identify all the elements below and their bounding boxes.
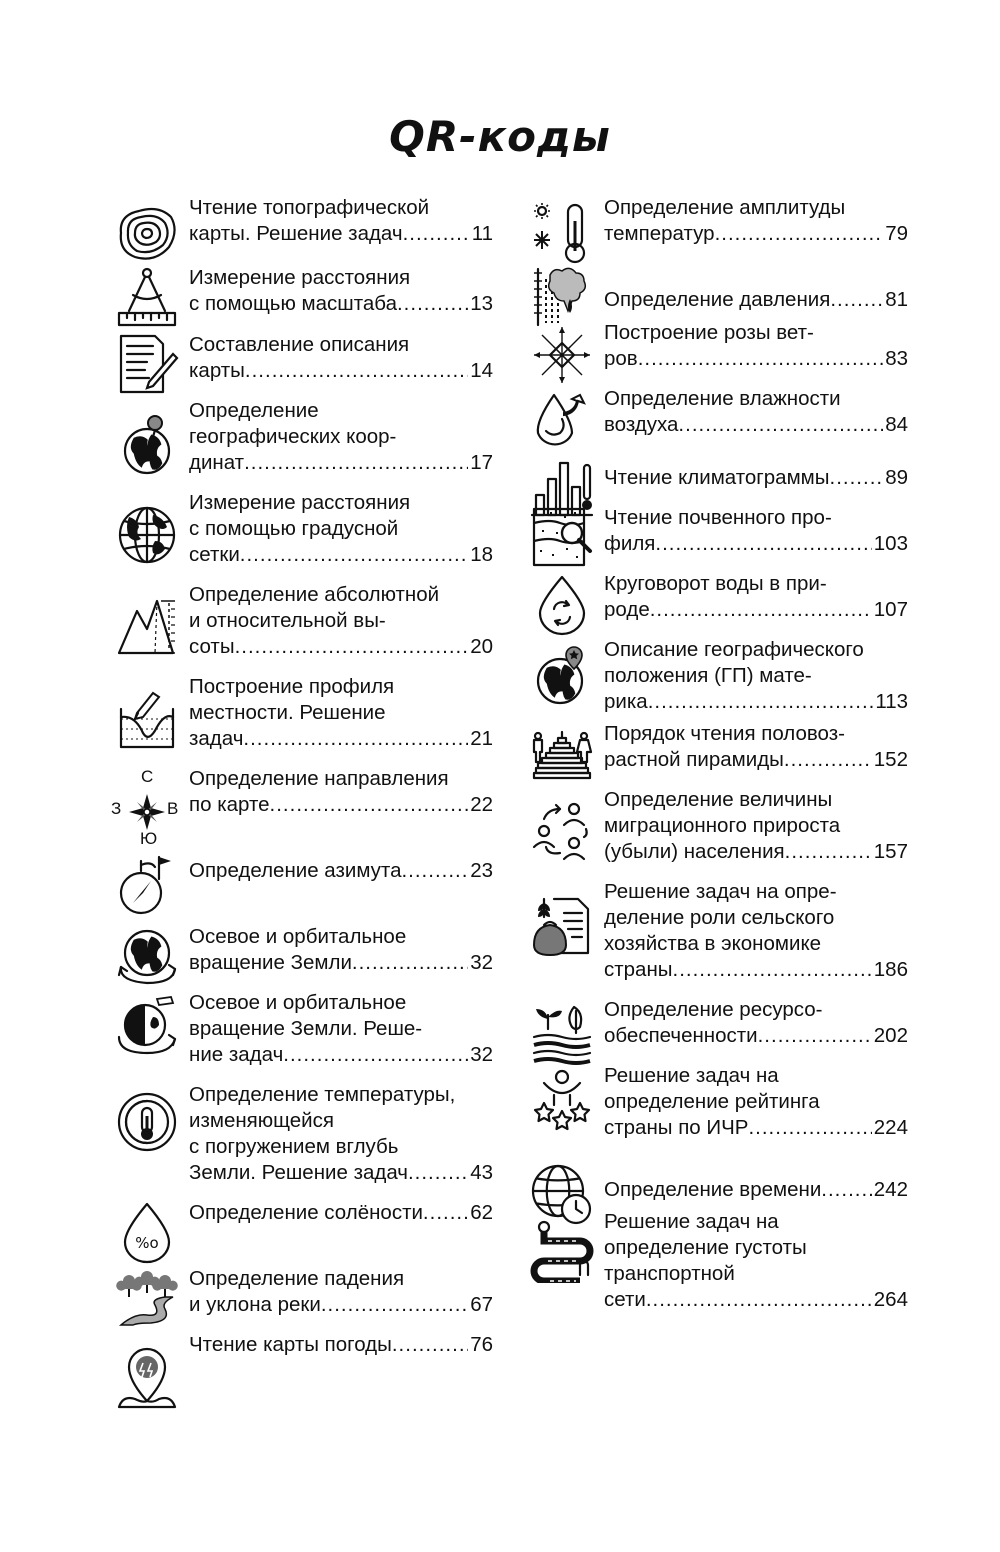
toc-entry-text (604, 465, 908, 491)
toc-entry-last-line (189, 358, 493, 384)
toc-entry-last-line (604, 597, 908, 623)
svg-text:%o: %o (135, 1234, 159, 1252)
toc-entry-line: Решение задач на (604, 1064, 779, 1087)
toc-entry-last-line (189, 634, 493, 660)
dot-leader (785, 839, 872, 865)
azimuth-compass-icon (115, 853, 179, 917)
toc-entry-last-line (189, 291, 493, 317)
page-number: 186 (873, 958, 908, 981)
dot-leader (245, 358, 468, 384)
toc-entry-text (604, 505, 908, 557)
toc-entry-text (189, 398, 493, 476)
page-number: 17 (470, 451, 493, 474)
dot-leader (715, 221, 884, 247)
toc-entry-title-end: (убыли) населения (604, 840, 785, 863)
toc-entry-title-end: роде (604, 598, 650, 621)
page-number: 113 (875, 690, 908, 713)
toc-entry-line: миграционного прироста (604, 814, 841, 837)
toc-entry-title-end: сети (604, 1288, 646, 1311)
toc-entry-text (604, 879, 908, 983)
toc-entry-title-end: и уклона реки (189, 1293, 321, 1316)
toc-entry-text (189, 990, 493, 1068)
toc-entry-title-end: Чтение климатограммы (604, 466, 830, 489)
dot-leader (403, 221, 470, 247)
toc-entry-text (189, 582, 493, 660)
toc-entry-last-line (189, 858, 493, 884)
toc-entry-text (604, 997, 908, 1049)
toc-entry-line: транспортной (604, 1262, 735, 1285)
dot-leader (235, 634, 469, 660)
compass-rose-icon (111, 767, 179, 848)
toc-entry-last-line (604, 1115, 908, 1141)
page-number: 11 (471, 222, 493, 245)
dot-leader (784, 747, 872, 773)
dot-leader (821, 1177, 872, 1203)
toc-entry-line: Определение (189, 399, 319, 422)
toc-entry-text (604, 386, 908, 438)
pressure-icon (530, 265, 594, 329)
toc-entry-title-end: по карте (189, 793, 270, 816)
earth-layers-thermometer-icon (115, 1090, 179, 1154)
page-number: 22 (470, 793, 493, 816)
toc-entry-line: с погружением вглубь (189, 1135, 399, 1158)
dot-leader (748, 1115, 871, 1141)
dot-leader (244, 450, 468, 476)
earth-rotation-tasks-icon (115, 995, 179, 1059)
page-number: 89 (885, 466, 908, 489)
toc-entry-line: вращение Земли. Реше- (189, 1017, 423, 1040)
dot-leader (830, 287, 883, 313)
toc-entry-line: Определение влажности (604, 387, 841, 410)
toc-entry-line: положения (ГП) мате- (604, 664, 812, 687)
toc-entry-text (604, 1177, 908, 1203)
dot-leader (408, 1160, 468, 1186)
page-number: 79 (885, 222, 908, 245)
water-cycle-icon (530, 573, 594, 637)
toc-entry-text (189, 858, 493, 884)
toc-entry-last-line (604, 412, 908, 438)
toc-entry-title-end: динат (189, 451, 245, 474)
dot-leader (830, 465, 884, 491)
toc-entry-line: Определение величины (604, 788, 833, 811)
weather-map-pin-icon (115, 1345, 179, 1409)
toc-entry-text (189, 674, 493, 752)
page-number: 43 (470, 1161, 493, 1184)
toc-entry-line: Определение направления (189, 767, 449, 790)
toc-entry-last-line (604, 465, 908, 491)
toc-entry-line: Круговорот воды в при- (604, 572, 827, 595)
toc-entry-text (189, 1082, 493, 1186)
toc-entry-last-line (604, 1023, 908, 1049)
compass-label-s: Ю (140, 829, 158, 848)
page-number: 103 (873, 532, 908, 555)
toc-entry-line: Осевое и орбитальное (189, 925, 407, 948)
toc-entry-title-end: Определение давления (604, 288, 831, 311)
terrain-profile-icon (115, 687, 179, 751)
toc-entry-line: деление роли сельского (604, 906, 835, 929)
toc-entry-line: Определение абсолютной (189, 583, 440, 606)
page-number: 202 (873, 1024, 908, 1047)
toc-entry-title-end: растной пирамиды (604, 748, 784, 771)
page-number: 18 (470, 543, 493, 566)
page-number: 224 (873, 1116, 908, 1139)
salinity-drop-icon (115, 1200, 179, 1264)
page-number: 76 (470, 1333, 493, 1356)
toc-entry-line: и относительной вы- (189, 609, 386, 632)
toc-entry-text (604, 1063, 908, 1141)
globe-location-icon (530, 643, 594, 707)
toc-entry-title-end: с помощью масштаба (189, 292, 397, 315)
toc-entry-line: с помощью градусной (189, 517, 399, 540)
toc-entry-title-end: карты (189, 359, 245, 382)
toc-entry-title-end: Определение времени (604, 1178, 822, 1201)
toc-entry-title-end: вращение Земли (189, 951, 352, 974)
toc-entry-text (189, 490, 493, 568)
dot-leader (646, 1287, 872, 1313)
page-number: 23 (470, 859, 493, 882)
dot-leader (638, 346, 883, 372)
toc-entry-line: Осевое и орбитальное (189, 991, 407, 1014)
toc-entry-last-line (189, 450, 493, 476)
toc-entry-line: Определение падения (189, 1267, 405, 1290)
compass-ruler-icon (115, 265, 179, 329)
page-number: 157 (873, 840, 908, 863)
toc-entry-line: Описание географического (604, 638, 864, 661)
document-pencil-icon (115, 332, 179, 396)
dot-leader (401, 858, 468, 884)
page-number: 152 (873, 748, 908, 771)
resources-icon (530, 1003, 594, 1067)
page-number: 14 (470, 359, 493, 382)
toc-entry-text (189, 1266, 493, 1318)
toc-entry-title-end: Чтение карты погоды (189, 1333, 392, 1356)
dot-leader (397, 291, 468, 317)
toc-entry-line: Построение профиля (189, 675, 395, 698)
toc-entry-line: Измерение расстояния (189, 491, 411, 514)
toc-entry-text (604, 195, 908, 247)
toc-entry-line: Решение задач на опре- (604, 880, 837, 903)
dot-leader (673, 957, 872, 983)
toc-entry-text (189, 265, 493, 317)
toc-entry-title-end: ние задач (189, 1043, 284, 1066)
dot-leader (655, 531, 871, 557)
thermometer-icon (530, 201, 594, 265)
toc-entry-text (604, 571, 908, 623)
toc-entry-last-line (189, 1292, 493, 1318)
toc-entry-line: хозяйства в экономике (604, 932, 822, 955)
dot-leader (240, 542, 468, 568)
globe-clock-icon (530, 1163, 594, 1227)
page-number: 81 (885, 288, 908, 311)
river-slope-icon (115, 1263, 179, 1327)
earth-rotation-icon (115, 925, 179, 989)
agriculture-report-icon (530, 895, 594, 959)
toc-entry-text (189, 924, 493, 976)
toc-entry-line: географических коор- (189, 425, 397, 448)
toc-entry-title-end: страны по ИЧР (604, 1116, 749, 1139)
toc-entry-last-line (604, 689, 908, 715)
page-number: 107 (873, 598, 908, 621)
compass-label-w: З (111, 799, 122, 818)
toc-entry-title-end: сетки (189, 543, 240, 566)
humidity-drop-icon (530, 389, 594, 453)
toc-entry-text (189, 766, 493, 818)
toc-entry-last-line (604, 531, 908, 557)
page-number: 84 (885, 413, 908, 436)
toc-entry-last-line (189, 1332, 493, 1358)
toc-entry-title-end: Определение азимута (189, 859, 402, 882)
toc-entry-title-end: температур (604, 222, 715, 245)
toc-entry-line: определение густоты (604, 1236, 807, 1259)
toc-entry-text (189, 1332, 493, 1358)
population-pyramid-icon (530, 728, 594, 792)
toc-entry-last-line (604, 1177, 908, 1203)
dot-leader (650, 597, 872, 623)
toc-entry-text (189, 195, 493, 247)
dot-leader (270, 792, 469, 818)
toc-entry-last-line (604, 346, 908, 372)
toc-entry-last-line (604, 957, 908, 983)
toc-entry-last-line (189, 950, 493, 976)
compass-label-n: С (141, 767, 154, 786)
toc-entry-last-line (604, 839, 908, 865)
page-number: 21 (470, 727, 493, 750)
toc-entry-last-line (604, 747, 908, 773)
toc-entry-line: Определение амплитуды (604, 196, 846, 219)
toc-entry-line: местности. Решение (189, 701, 386, 724)
mountain-height-icon (115, 595, 179, 659)
toc-entry-line: Определение ресурсо- (604, 998, 823, 1021)
page-number: 264 (873, 1288, 908, 1311)
toc-entry-title-end: рика (604, 690, 648, 713)
toc-entry-last-line (189, 1160, 493, 1186)
toc-entry-text (604, 637, 908, 715)
toc-entry-text (604, 1209, 908, 1313)
page-number: 62 (470, 1201, 493, 1224)
toc-entry-line: Составление описания (189, 333, 410, 356)
toc-entry-last-line (189, 1042, 493, 1068)
dot-leader (678, 412, 883, 438)
dot-leader (758, 1023, 872, 1049)
page-number: 83 (885, 347, 908, 370)
toc-entry-title-end: карты. Решение задач (189, 222, 403, 245)
toc-entry-last-line (189, 221, 493, 247)
toc-entry-text (189, 332, 493, 384)
globe-grid-icon (115, 503, 179, 567)
dot-leader (283, 1042, 468, 1068)
toc-entry-title-end: страны (604, 958, 673, 981)
toc-entry-text (189, 1200, 493, 1226)
toc-entry-title-end: филя (604, 532, 656, 555)
migration-icon (530, 799, 594, 863)
dot-leader (321, 1292, 468, 1318)
toc-entry-text (604, 787, 908, 865)
toc-entry-line: определение рейтинга (604, 1090, 820, 1113)
page-number: 67 (470, 1293, 493, 1316)
page-title: QR-коды (389, 112, 611, 161)
toc-entry-last-line (604, 287, 908, 313)
topographic-map-icon (115, 203, 179, 267)
rating-stars-icon (530, 1067, 594, 1131)
toc-entry-text (604, 320, 908, 372)
toc-entry-last-line (189, 542, 493, 568)
page-number: 32 (470, 951, 493, 974)
dot-leader (423, 1200, 468, 1226)
wind-rose-icon (530, 323, 594, 387)
toc-entry-line: изменяющейся (189, 1109, 334, 1132)
dot-leader (392, 1332, 468, 1358)
toc-entry-line: Чтение топографической (189, 196, 430, 219)
toc-entry-text (604, 287, 908, 313)
toc-entry-last-line (604, 221, 908, 247)
toc-entry-line: Порядок чтения половоз- (604, 722, 845, 745)
toc-entry-line: Решение задач на (604, 1210, 779, 1233)
toc-entry-title-end: воздуха (604, 413, 679, 436)
toc-entry-title-end: обеспеченности (604, 1024, 758, 1047)
toc-entry-title-end: задач (189, 727, 244, 750)
page-number: 32 (470, 1043, 493, 1066)
toc-entry-text (604, 721, 908, 773)
globe-pin-icon (115, 413, 179, 477)
toc-entry-last-line (189, 1200, 493, 1226)
page-number: 242 (873, 1178, 908, 1201)
toc-entry-line: Определение температуры, (189, 1083, 456, 1106)
transport-network-icon (530, 1219, 594, 1283)
toc-entry-last-line (189, 792, 493, 818)
dot-leader (648, 689, 874, 715)
dot-leader (352, 950, 468, 976)
toc-entry-title-end: Определение солёности (189, 1201, 423, 1224)
soil-profile-icon (530, 505, 594, 569)
toc-entry-last-line (189, 726, 493, 752)
page-number: 13 (470, 292, 493, 315)
compass-label-e: В (167, 799, 179, 818)
page-number: 20 (470, 635, 493, 658)
toc-entry-line: Измерение расстояния (189, 266, 411, 289)
dot-leader (243, 726, 468, 752)
toc-entry-title-end: Земли. Решение задач (189, 1161, 408, 1184)
toc-entry-line: Чтение почвенного про- (604, 506, 832, 529)
toc-entry-last-line (604, 1287, 908, 1313)
toc-entry-line: Построение розы вет- (604, 321, 814, 344)
toc-entry-title-end: соты (189, 635, 235, 658)
toc-entry-title-end: ров (604, 347, 638, 370)
